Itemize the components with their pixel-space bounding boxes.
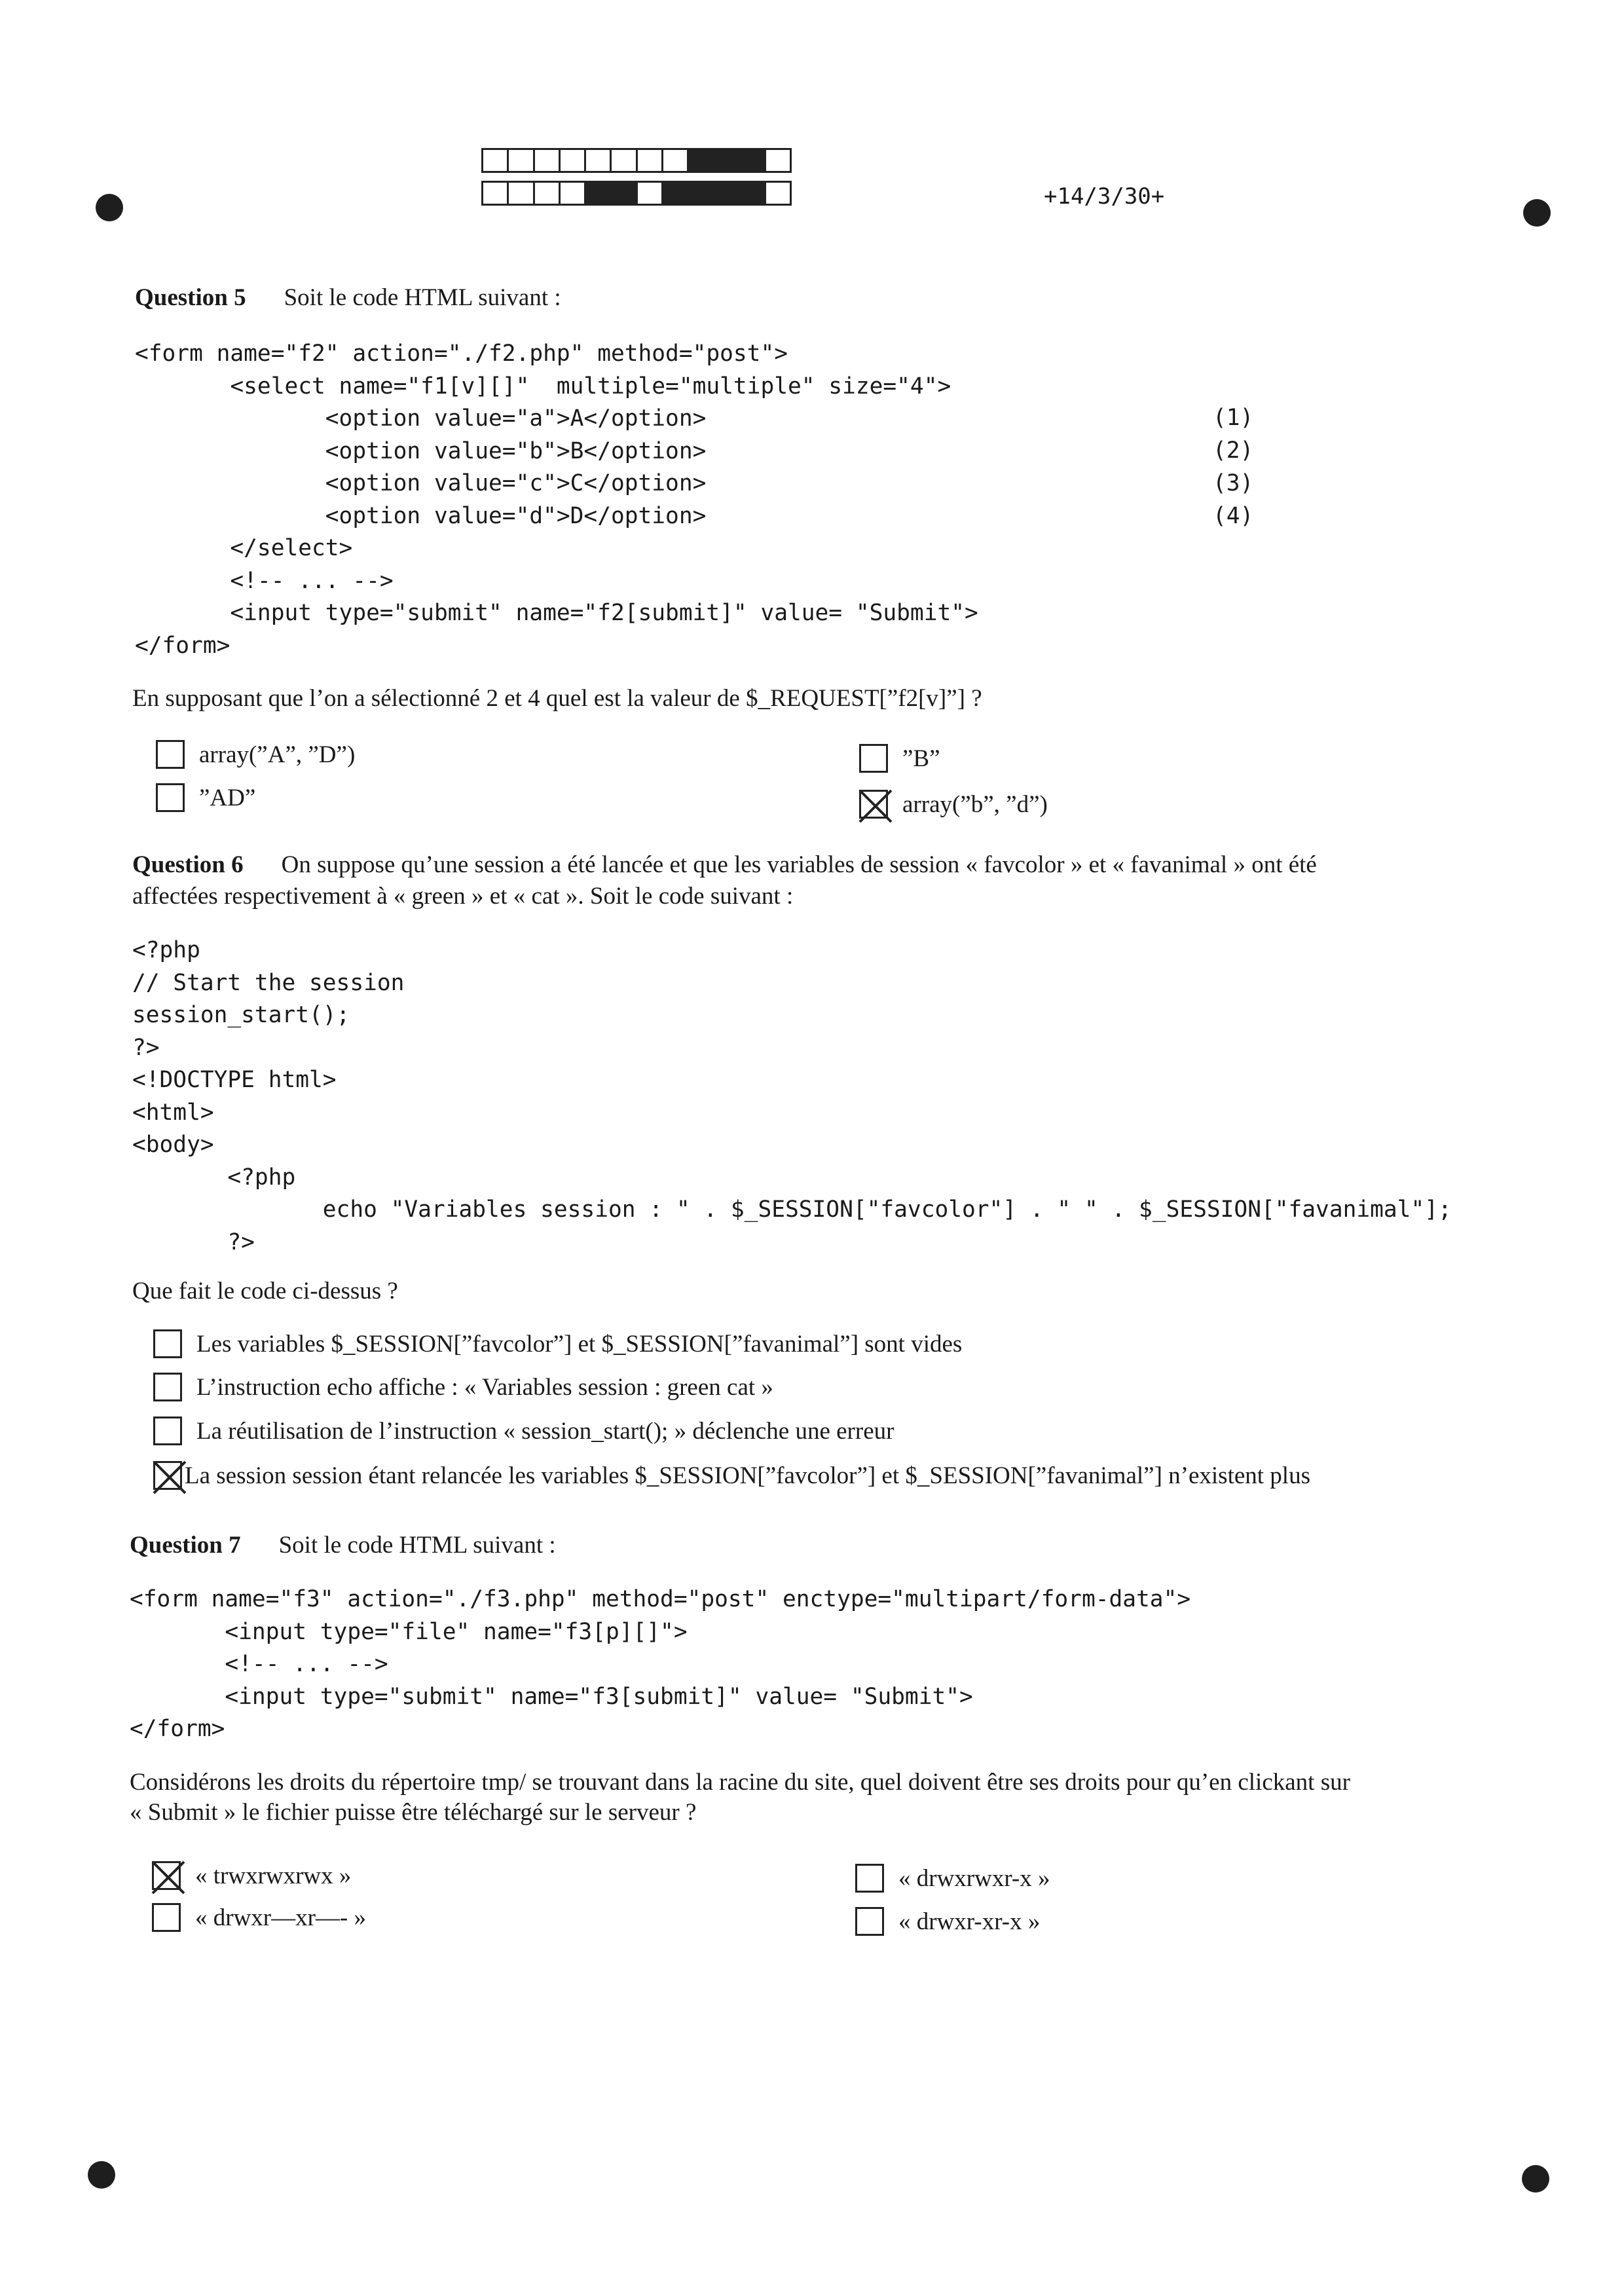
question-6-prompt: Que fait le code ci-dessus ? bbox=[132, 1278, 398, 1305]
choice-label: La réutilisation de l’instruction « session_start(); » déclenche une erreur bbox=[196, 1417, 895, 1445]
choice-label: La session session étant relancée les variables $_SESSION[”favcolor”] et $_SESSION[”favanimal”] n’existent plus bbox=[185, 1462, 1310, 1489]
line-number-2: (2) bbox=[1213, 437, 1254, 464]
q6-choice-2[interactable] bbox=[153, 1373, 773, 1401]
question-5-intro: Soit le code HTML suivant : bbox=[284, 284, 561, 311]
question-5-number: Question 5 bbox=[135, 284, 246, 311]
question-6-intro-line2: affectées respectivement à « green » et « cat ». Soit le code suivant : bbox=[132, 883, 794, 910]
checkbox[interactable] bbox=[855, 1907, 884, 1936]
q7-choice-2[interactable] bbox=[855, 1864, 1050, 1893]
checkbox-checked[interactable] bbox=[152, 1861, 181, 1890]
checkbox-checked[interactable] bbox=[153, 1461, 182, 1490]
id-marker-row-1 bbox=[481, 148, 792, 173]
registration-dot-bottom-left bbox=[88, 2161, 115, 2189]
q6-choice-1[interactable] bbox=[153, 1329, 962, 1358]
question-5-prompt: En supposant que l’on a sélectionné 2 et 4 quel est la valeur de $_REQUEST[”f2[v]”] ? bbox=[132, 685, 982, 712]
question-7-code: <form name="f3" action="./f3.php" method="post" enctype="multipart/form-data"> <input type="file" name="f3[p][]"> <!-- ... --> <input type="submit" name="f3[submit]" value= "Submit"> </form> bbox=[130, 1586, 1191, 1742]
choice-label: array(”b”, ”d”) bbox=[902, 790, 1048, 818]
checkbox[interactable] bbox=[855, 1864, 884, 1893]
question-7-number: Question 7 bbox=[130, 1532, 241, 1559]
registration-dot-top-right bbox=[1523, 199, 1551, 227]
cross-mark-icon bbox=[150, 1458, 189, 1497]
choice-label: « drwxr-xr-x » bbox=[898, 1908, 1041, 1935]
line-number-1: (1) bbox=[1213, 405, 1254, 431]
q5-choice-1[interactable] bbox=[156, 740, 355, 769]
choice-label: array(”A”, ”D”) bbox=[199, 741, 356, 768]
registration-dot-top-left bbox=[96, 194, 123, 221]
registration-dot-bottom-right bbox=[1522, 2165, 1549, 2193]
checkbox[interactable] bbox=[153, 1329, 182, 1358]
question-7-prompt-line2: « Submit » le fichier puisse être téléchargé sur le serveur ? bbox=[130, 1799, 697, 1826]
line-number-3: (3) bbox=[1213, 470, 1254, 496]
q6-choice-4[interactable] bbox=[153, 1461, 1310, 1490]
question-5-heading bbox=[135, 283, 561, 313]
q7-choice-1[interactable] bbox=[152, 1861, 351, 1890]
cross-mark-icon bbox=[149, 1858, 188, 1897]
cross-mark-icon bbox=[856, 787, 895, 826]
q5-choice-4[interactable] bbox=[859, 790, 1048, 819]
question-7-prompt-line1: Considérons les droits du répertoire tmp/ se trouvant dans la racine du site, quel doivent être ses droits pour qu’en clickant sur bbox=[130, 1769, 1350, 1796]
question-7-intro: Soit le code HTML suivant : bbox=[278, 1532, 556, 1559]
line-number-4: (4) bbox=[1213, 503, 1254, 529]
question-6-heading bbox=[132, 850, 1317, 880]
choice-label: L’instruction echo affiche : « Variables session : green cat » bbox=[196, 1373, 773, 1401]
question-6-number: Question 6 bbox=[132, 851, 244, 878]
checkbox[interactable] bbox=[156, 783, 185, 812]
checkbox[interactable] bbox=[153, 1416, 182, 1445]
question-6-code: <?php // Start the session session_start(); ?> <!DOCTYPE html> <html> <body> <?php echo "Variables session : " . $_SESSION["favcolor"] . " " . $_SESSION["favanimal"]; ?> bbox=[132, 937, 1452, 1255]
choice-label: « trwxrwxrwx » bbox=[195, 1862, 352, 1889]
question-6-intro-line1: On suppose qu’une session a été lancée et que les variables de session « favcolor » et « favanimal » ont été bbox=[281, 851, 1317, 878]
choice-label: « drwxr—xr—- » bbox=[195, 1904, 367, 1931]
checkbox[interactable] bbox=[152, 1903, 181, 1932]
choice-label: « drwxrwxr-x » bbox=[898, 1864, 1050, 1892]
choice-label: Les variables $_SESSION[”favcolor”] et $_SESSION[”favanimal”] sont vides bbox=[196, 1330, 963, 1358]
q6-choice-3[interactable] bbox=[153, 1416, 894, 1445]
checkbox[interactable] bbox=[859, 744, 888, 773]
checkbox[interactable] bbox=[156, 740, 185, 769]
question-5-code: <form name="f2" action="./f2.php" method="post"> <select name="f1[v][]" multiple="multiple" size="4"> <option value="a">A</option> <option value="b">B</option> <option value="c">C</option> <option value="d">D</option> </select> <!-- ... --> <input type="submit" name="f2[submit]" value= "Submit"> </form> bbox=[135, 341, 978, 659]
choice-label: ”B” bbox=[902, 745, 940, 772]
q5-choice-2[interactable] bbox=[859, 744, 940, 773]
q5-choice-3[interactable] bbox=[156, 783, 255, 812]
sheet-id: +14/3/30+ bbox=[1044, 183, 1165, 210]
choice-label: ”AD” bbox=[199, 784, 256, 811]
q7-choice-3[interactable] bbox=[152, 1903, 366, 1932]
question-7-heading bbox=[130, 1530, 556, 1561]
checkbox[interactable] bbox=[153, 1373, 182, 1401]
id-marker-row-2 bbox=[481, 181, 792, 206]
checkbox-checked[interactable] bbox=[859, 790, 888, 819]
q7-choice-4[interactable] bbox=[855, 1907, 1040, 1936]
